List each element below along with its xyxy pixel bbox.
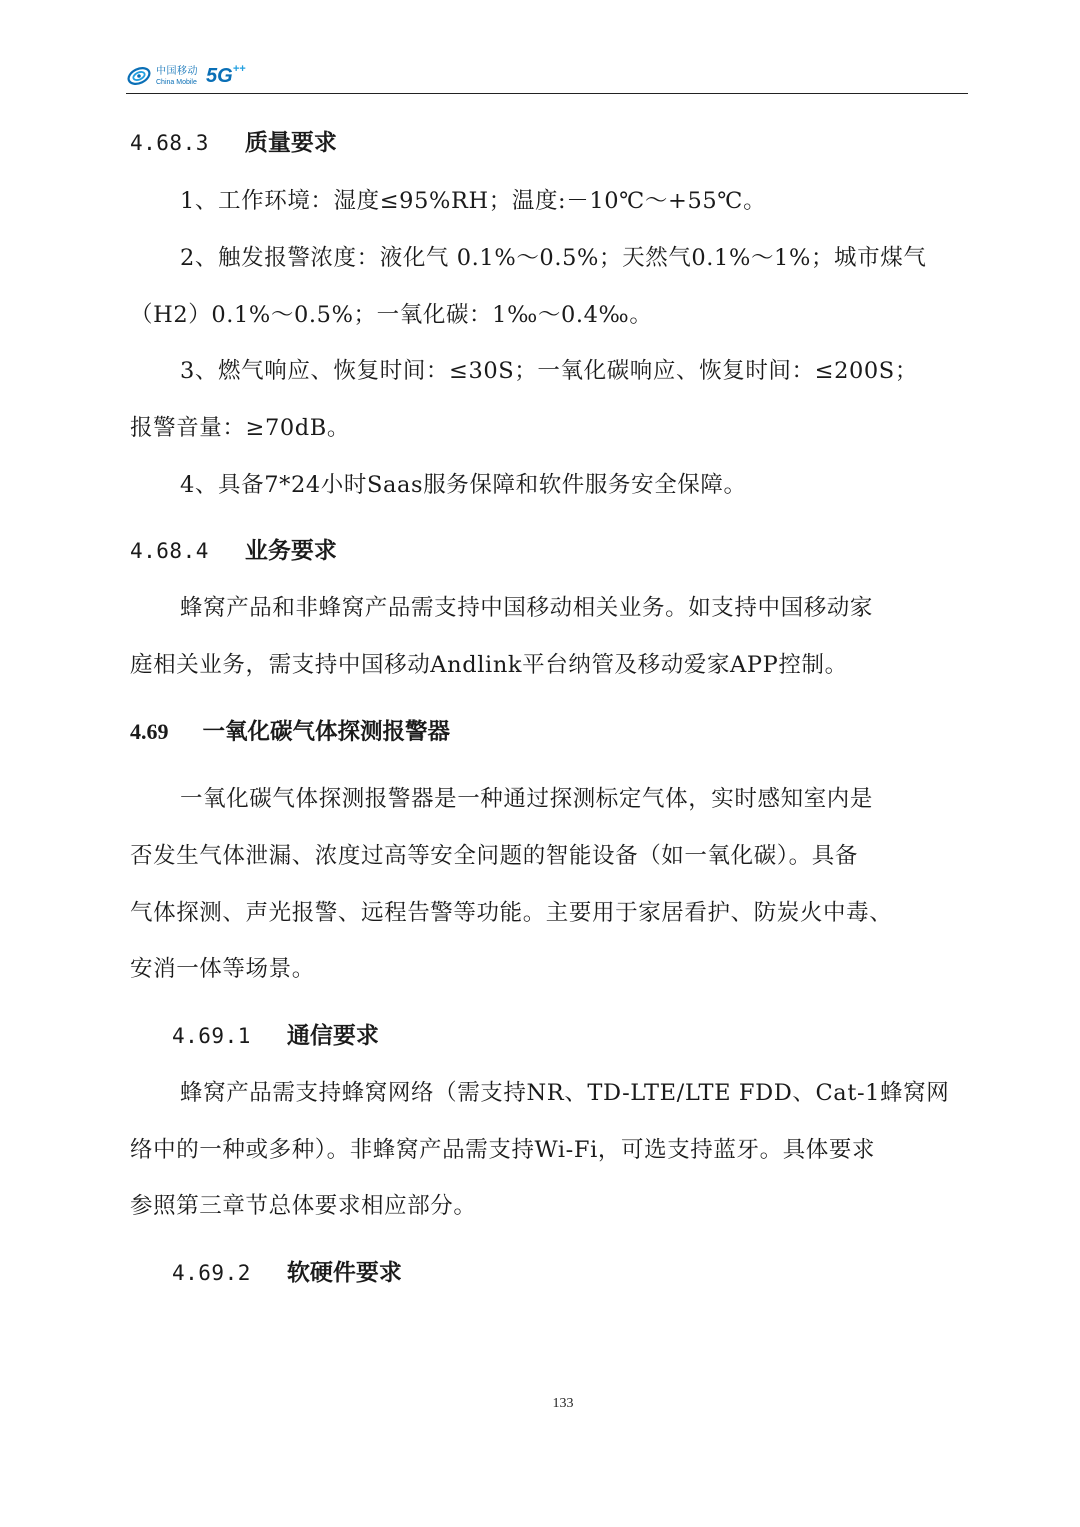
paragraph-line: 4、具备7*24小时Saas服务保障和软件服务安全保障。 [180,472,747,498]
paragraph-line: 络中的一种或多种）。非蜂窝产品需支持Wi-Fi，可选支持蓝牙。具体要求 [130,1137,876,1163]
heading-number: 4.68.3 [130,131,209,155]
heading-title: 软硬件要求 [286,1260,402,1286]
logo-5g-mark: 5G++ [206,62,246,87]
header-divider [126,93,968,94]
heading-4-69-2 [172,1258,1010,1288]
heading-4-68-3 [130,128,968,158]
china-mobile-swirl-icon [126,63,152,89]
heading-4-69 [130,717,968,747]
heading-title: 业务要求 [244,538,337,564]
page-header [126,58,968,94]
paragraph-line: 安消一体等场景。 [130,956,315,982]
paragraph-line: 蜂窝产品需支持蜂窝网络（需支持NR、TD-LTE/LTE FDD、Cat-1蜂窝网 [180,1080,950,1106]
heading-title: 通信要求 [286,1023,379,1049]
paragraph-line: 蜂窝产品和非蜂窝产品需支持中国移动相关业务。如支持中国移动家 [180,595,874,621]
page-number: 133 [552,1396,574,1411]
paragraph-line: 气体探测、声光报警、远程告警等功能。主要用于家居看护、防炭火中毒、 [130,900,893,926]
paragraph-line: 一氧化碳气体探测报警器是一种通过探测标定气体，实时感知室内是 [180,786,874,812]
logo-chinese-text: 中国移动 [156,65,198,77]
heading-number: 4.69.1 [172,1024,251,1048]
paragraph-line: 否发生气体泄漏、浓度过高等安全问题的智能设备（如一氧化碳）。具备 [130,843,858,869]
paragraph-line: 2、触发报警浓度：液化气 0.1%～0.5%；天然气0.1%～1%；城市煤气 [180,245,927,271]
paragraph-line: 庭相关业务，需支持中国移动Andlink平台纳管及移动爱家APP控制。 [130,652,848,678]
paragraph-line: 3、燃气响应、恢复时间：≤30S；一氧化碳响应、恢复时间：≤200S； [180,358,918,384]
heading-number: 4.68.4 [130,539,209,563]
heading-title: 一氧化碳气体探测报警器 [202,719,451,745]
heading-4-69-1 [172,1021,1010,1051]
paragraph-line: 1、工作环境：湿度≤95%RH；温度:－10℃～+55℃。 [180,188,767,214]
heading-number: 4.69.2 [172,1261,251,1285]
paragraph-line: 报警音量：≥70dB。 [130,415,351,441]
paragraph-line: 参照第三章节总体要求相应部分。 [130,1193,477,1219]
logo-english-text: China Mobile [156,78,197,86]
heading-4-68-4 [130,536,968,566]
heading-number: 4.69 [130,719,169,744]
paragraph-line: （H2）0.1%～0.5%；一氧化碳：1‰～0.4‰。 [130,302,653,328]
heading-title: 质量要求 [244,130,337,156]
china-mobile-logo [126,58,246,94]
